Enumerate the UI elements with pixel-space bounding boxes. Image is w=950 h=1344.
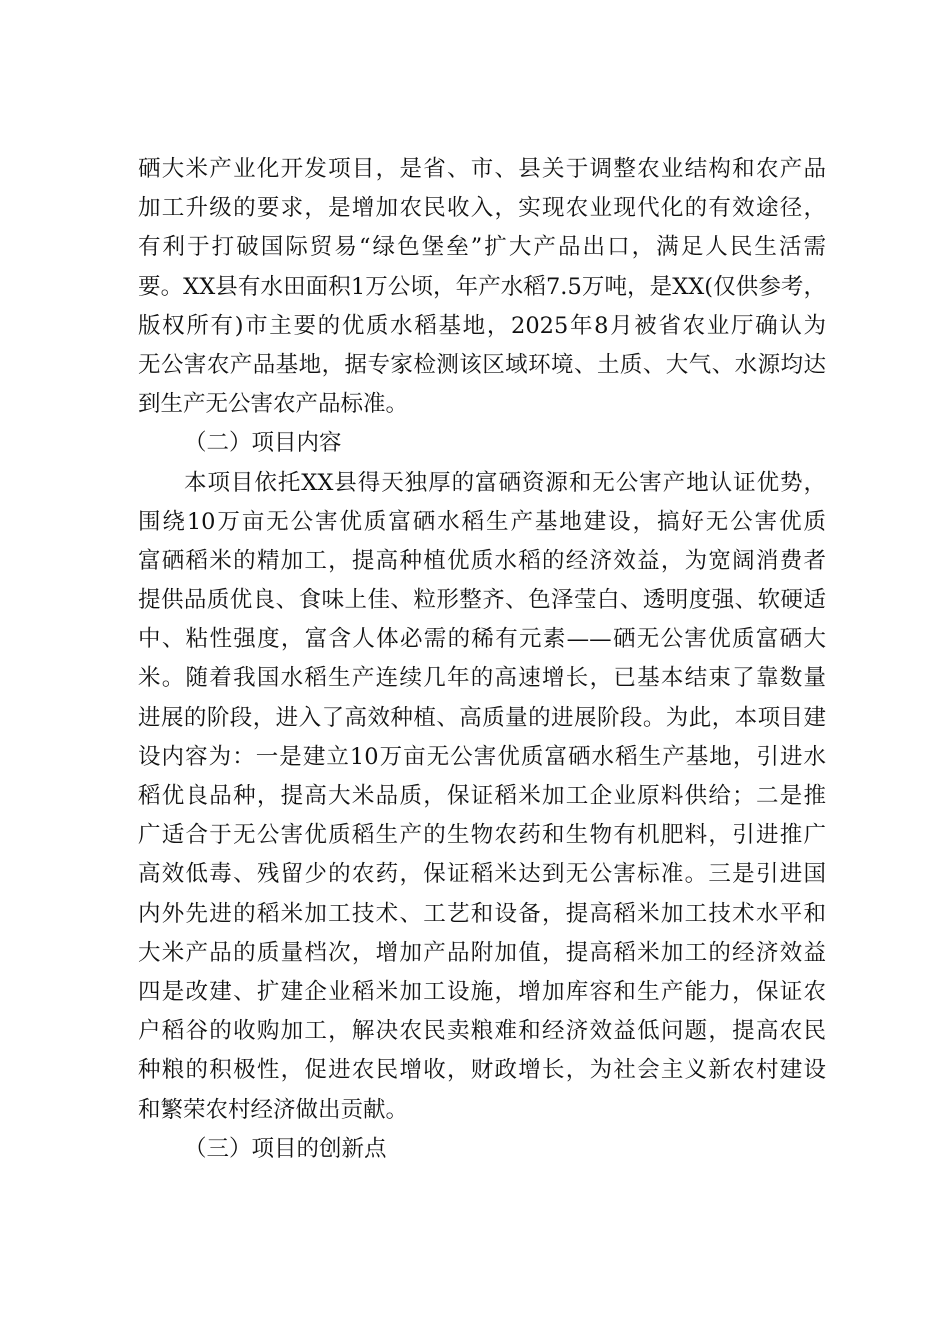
text-line: 种粮的积极性，促进农民增收，财政增长，为社会主义新农村建设 <box>138 1057 826 1084</box>
text-line: 大米产品的质量档次，增加产品附加值，提高稻米加工的经济效益 <box>138 939 826 966</box>
text-line: 要。XX县有水田面积1万公顷，年产水稻7.5万吨，是XX(仅供参考， <box>138 273 826 300</box>
text-line: 提供品质优良、食味上佳、粒形整齐、色泽莹白、透明度强、软硬适 <box>138 587 826 614</box>
text-line: 本项目依托XX县得天独厚的富硒资源和无公害产地认证优势， <box>184 469 826 496</box>
text-line: 富硒稻米的精加工，提高种植优质水稻的经济效益，为宽阔消费者 <box>138 547 826 574</box>
section-heading-project-content: （二）项目内容 <box>184 430 342 457</box>
text-line: 稻优良品种，提高大米品质，保证稻米加工企业原料供给；二是推 <box>138 783 826 809</box>
text-line: 围绕10万亩无公害优质富硒水稻生产基地建设，搞好无公害优质 <box>138 508 826 535</box>
document-page <box>138 150 826 1169</box>
text-line: 高效低毒、残留少的农药，保证稻米达到无公害标准。三是引进国 <box>138 861 826 888</box>
text-line: 中、粘性强度，富含人体必需的稀有元素——硒无公害优质富硒大 <box>138 626 826 653</box>
text-line: 进展的阶段，进入了高效种植、高质量的进展阶段。为此，本项目建 <box>138 704 826 731</box>
paragraph-project-content <box>138 464 826 1130</box>
text-line: 版权所有)市主要的优质水稻基地，2025年8月被省农业厅确认为 <box>138 312 826 339</box>
text-line: 有利于打破国际贸易“绿色堡垒”扩大产品出口，满足人民生活需 <box>138 234 826 261</box>
text-line: 四是改建、扩建企业稻米加工设施，增加库容和生产能力，保证农 <box>138 978 826 1005</box>
text-line: 广适合于无公害优质稻生产的生物农药和生物有机肥料，引进推广 <box>138 822 826 849</box>
text-line: 户稻谷的收购加工，解决农民卖粮难和经济效益低问题，提高农民 <box>138 1018 826 1045</box>
text-line: 米。随着我国水稻生产连续几年的高速增长，已基本结束了靠数量 <box>138 665 826 692</box>
section-heading-innovation-points: （三）项目的创新点 <box>184 1135 387 1162</box>
text-line: 无公害农产品基地，据专家检测该区域环境、土质、大气、水源均达 <box>138 351 826 378</box>
paragraph-project-background <box>138 150 826 424</box>
text-line: 加工升级的要求，是增加农民收入，实现农业现代化的有效途径， <box>138 195 826 222</box>
text-line: 和繁荣农村经济做出贡献。 <box>138 1096 409 1123</box>
text-line: 硒大米产业化开发项目，是省、市、县关于调整农业结构和农产品 <box>138 156 826 182</box>
text-line: 设内容为：一是建立10万亩无公害优质富硒水稻生产基地，引进水 <box>138 743 826 770</box>
text-line: 到生产无公害农产品标准。 <box>138 391 409 418</box>
text-line: 内外先进的稻米加工技术、工艺和设备，提高稻米加工技术水平和 <box>138 900 826 927</box>
